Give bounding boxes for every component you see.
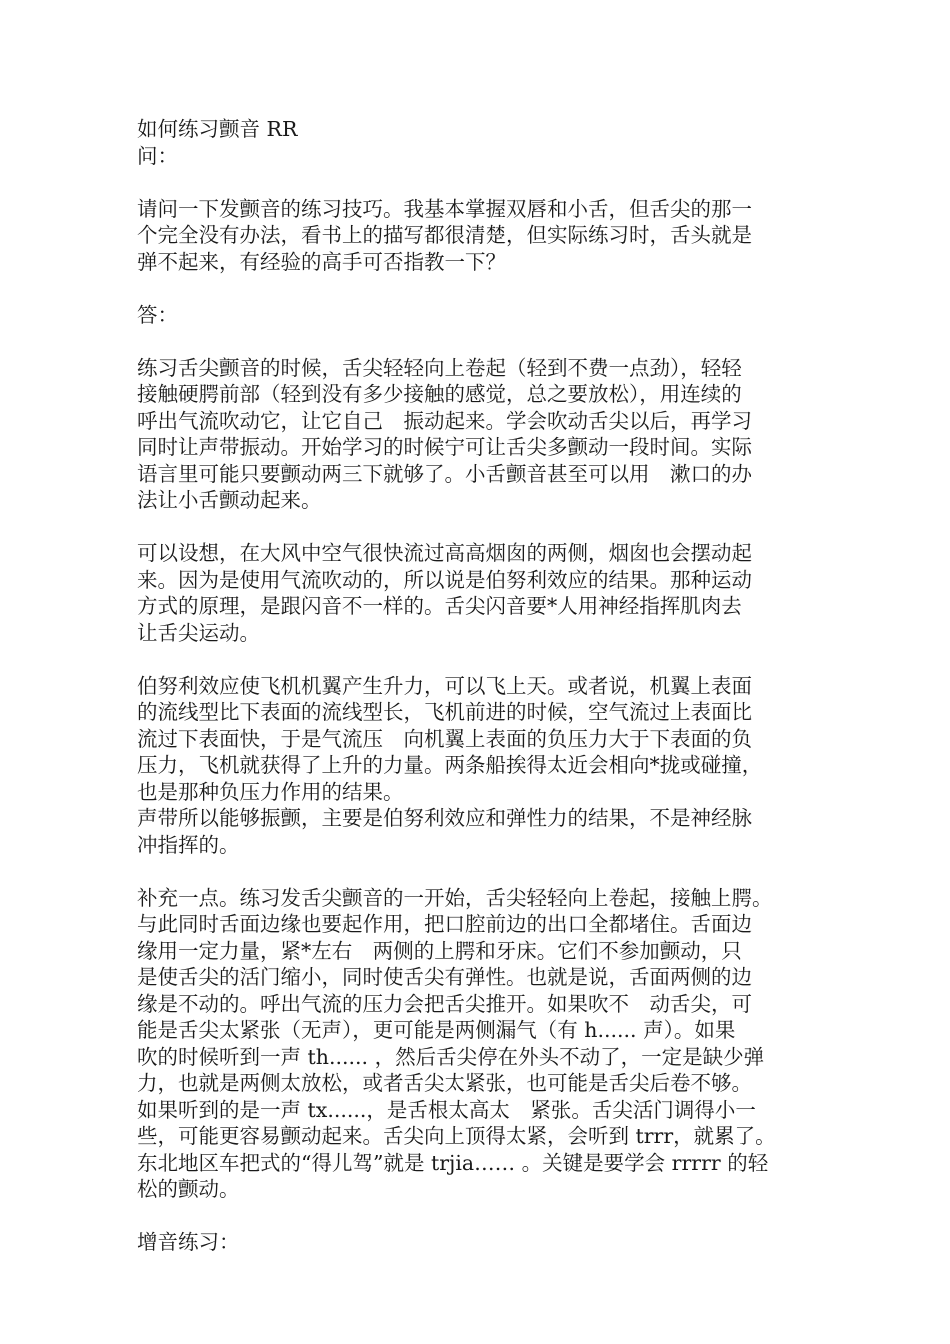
text-line: 法让小舌颤动起来。 [137, 488, 322, 512]
document-page [137, 116, 827, 1256]
text-line: 能是舌尖太紧张（无声），更可能是两侧漏气（有 h...... 声）。如果 [137, 1018, 736, 1042]
text-line: 请问一下发颤音的练习技巧。我基本掌握双唇和小舌，但舌尖的那一 [137, 196, 752, 221]
document-title: 如何练习颤音 RR [137, 117, 298, 141]
text-line: 与此同时舌面边缘也要起作用，把口腔前边的出口全都堵住。舌面边 [137, 912, 752, 936]
text-line: 也是那种负压力作用的结果。 [137, 779, 404, 804]
text-line: 缘是不动的。呼出气流的压力会把舌尖推开。如果吹不 动舌尖，可 [137, 991, 752, 1016]
text-line: 缘用一定力量，紧*左右 两侧的上腭和牙床。它们不参加颤动，只 [137, 938, 742, 963]
answer-paragraph-4 [137, 885, 827, 1203]
spacer [137, 858, 827, 885]
section-heading: 增音练习： [137, 1230, 240, 1254]
text-line: 来。因为是使用气流吹动的，所以说是伯努利效应的结果。那种运动 [137, 567, 752, 592]
text-line: 些，可能更容易颤动起来。舌尖向上顶得太紧，会听到 trrr，就累了。 [137, 1124, 776, 1148]
text-line: 流过下表面快，于是气流压 向机翼上表面的负压力大于下表面的负 [137, 726, 752, 751]
text-line: 压力，飞机就获得了上升的力量。两条船挨得太近会相向*拢或碰撞， [137, 753, 763, 777]
answer-label: 答： [137, 302, 178, 327]
answer-paragraph-2 [137, 540, 827, 646]
text-line: 吹的时候听到一声 th...... ，然后舌尖停在外头不动了，一定是缺少弹 [137, 1044, 765, 1069]
text-line: 语言里可能只要颤动两三下就够了。小舌颤音甚至可以用 漱口的办 [137, 461, 752, 486]
text-line: 是使舌尖的活门缩小，同时使舌尖有弹性。也就是说，舌面两侧的边 [137, 965, 752, 989]
spacer [137, 646, 827, 673]
text-line: 呼出气流吹动它，让它自己 振动起来。学会吹动舌尖以后，再学习 [137, 408, 752, 433]
text-line: 可以设想，在大风中空气很快流过高高烟囱的两侧，烟囱也会摆动起 [137, 541, 752, 565]
answer-paragraph-1 [137, 355, 827, 514]
spacer [137, 328, 827, 355]
spacer [137, 169, 827, 196]
text-line: 冲指挥的。 [137, 832, 240, 857]
text-line: 如果听到的是一声 tx......，是舌根太高太 紧张。舌尖活门调得小一 [137, 1097, 756, 1122]
text-line: 的流线型比下表面的流线型长，飞机前进的时候，空气流过上表面比 [137, 700, 752, 724]
question-paragraph [137, 196, 827, 276]
spacer [137, 1203, 827, 1230]
text-line: 个完全没有办法，看书上的描写都很清楚，但实际练习时，舌头就是 [137, 223, 752, 247]
text-line: 同时让声带振动。开始学习的时候宁可让舌尖多颤动一段时间。实际 [137, 435, 752, 459]
text-line: 让舌尖运动。 [137, 620, 260, 645]
spacer [137, 275, 827, 302]
text-line: 力，也就是两侧太放松，或者舌尖太紧张，也可能是舌尖后卷不够。 [137, 1071, 752, 1095]
text-line: 练习舌尖颤音的时候，舌尖轻轻向上卷起（轻到不费一点劲），轻轻 [137, 355, 742, 380]
text-line: 弹不起来，有经验的高手可否指教一下？ [137, 249, 506, 274]
text-line: 东北地区车把式的“得儿驾”就是 trjia…… 。关键是要学会 rrrrr 的轻 [137, 1150, 769, 1175]
text-line: 声带所以能够振颤，主要是伯努利效应和弹性力的结果，不是神经脉 [137, 806, 752, 830]
question-label: 问： [137, 143, 178, 168]
spacer [137, 514, 827, 541]
answer-paragraph-3 [137, 673, 827, 859]
text-line: 伯努利效应使飞机机翼产生升力，可以飞上天。或者说，机翼上表面 [137, 673, 752, 698]
text-line: 补充一点。练习发舌尖颤音的一开始，舌尖轻轻向上卷起，接触上腭。 [137, 885, 773, 910]
text-line: 松的颤动。 [137, 1177, 240, 1201]
text-line: 接触硬腭前部（轻到没有多少接触的感觉，总之要放松），用连续的 [137, 382, 742, 406]
text-line: 方式的原理，是跟闪音不一样的。舌尖闪音要*人用神经指挥肌肉去 [137, 594, 742, 618]
